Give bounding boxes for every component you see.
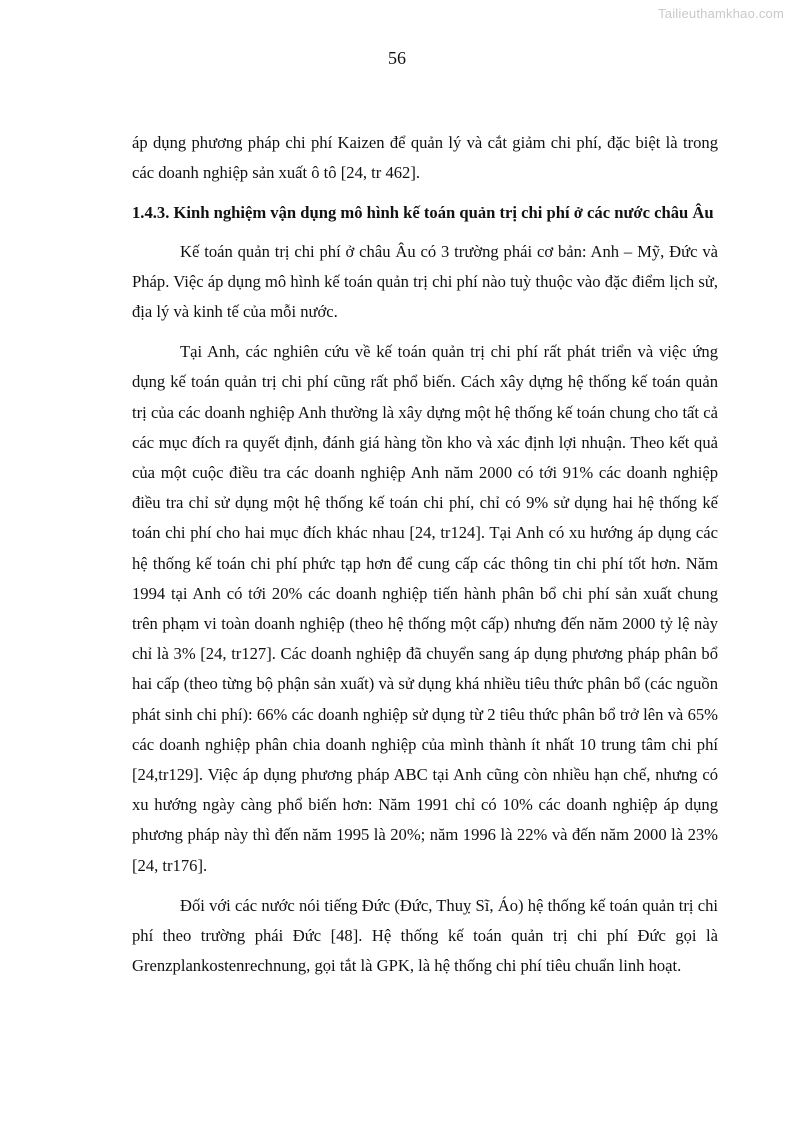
paragraph-europe-overview: Kế toán quản trị chi phí ở châu Âu có 3 trường phái cơ bản: Anh – Mỹ, Đức và Pháp. Việc áp dụng mô hình kế toán quản trị chi phí nào tuỳ thuộc vào đặc điểm lịch sử, địa lý và kinh tế của mỗi nước.	[132, 241, 718, 322]
page-number: 56	[388, 48, 406, 68]
paragraph-uk: Tại Anh, các nghiên cứu về kế toán quản trị chi phí rất phát triển và việc ứng dụng kế toán quản trị chi phí cũng rất phổ biến. Cách xây dựng hệ thống kế toán quản trị của các doanh nghiệp Anh thường là xây dựng một hệ thống kế toán chung cho tất cả các mục đích ra quyết định, đánh giá hàng tồn kho và xác định lợi nhuận. Theo kết quả của một cuộc điều tra các doanh nghiệp Anh năm 2000 có tới 91% các doanh nghiệp điều tra chỉ sử dụng một hệ thống kế toán chi phí, chỉ có 9% sử dụng hai hệ thống kế toán chi phí cho hai mục đích khác nhau [24, tr124]. Tại Anh có xu hướng áp dụng các hệ thống kế toán chi phí phức tạp hơn để cung cấp các thông tin chi phí tốt hơn. Năm 1994 tại Anh có tới 20% các doanh nghiệp tiến hành phân bổ chi phí sản xuất chung trên phạm vi toàn doanh nghiệp (theo hệ thống một cấp) nhưng đến năm 2000 tỷ lệ này chỉ là 3% [24, tr127]. Các doanh nghiệp đã chuyển sang áp dụng phương pháp phân bổ hai cấp (theo từng bộ phận sản xuất) và sử dụng khá nhiều tiêu thức phân bổ (các nguồn phát sinh chi phí): 66% các doanh nghiệp sử dụng từ 2 tiêu thức phân bổ trở lên và 65% các doanh nghiệp phân chia doanh nghiệp của mình thành ít nhất 10 trung tâm chi phí [24,tr129]. Việc áp dụng phương pháp ABC tại Anh cũng còn nhiều hạn chế, nhưng có xu hướng ngày càng phổ biến hơn: Năm 1991 chỉ có 10% các doanh nghiệp áp dụng phương pháp này thì đến năm 1995 là 20%; năm 1996 là 22% và đến năm 2000 là 23% [24, tr176].	[132, 342, 718, 875]
watermark: Tailieuthamkhao.com	[658, 6, 784, 21]
section-heading: 1.4.3. Kinh nghiệm vận dụng mô hình kế toán quản trị chi phí ở các nước châu Âu	[132, 203, 714, 223]
paragraph-continuation: áp dụng phương pháp chi phí Kaizen để quản lý và cắt giảm chi phí, đặc biệt là trong các doanh nghiệp sản xuất ô tô [24, tr 462].	[132, 133, 718, 183]
page-body	[132, 128, 718, 991]
paragraph-germany: Đối với các nước nói tiếng Đức (Đức, Thuỵ Sĩ, Áo) hệ thống kế toán quản trị chi phí theo trường phái Đức [48]. Hệ thống kế toán quản trị chi phí Đức gọi là Grenzplankostenrechnung, gọi tắt là GPK, là hệ thống chi phí tiêu chuẩn linh hoạt.	[132, 895, 718, 976]
